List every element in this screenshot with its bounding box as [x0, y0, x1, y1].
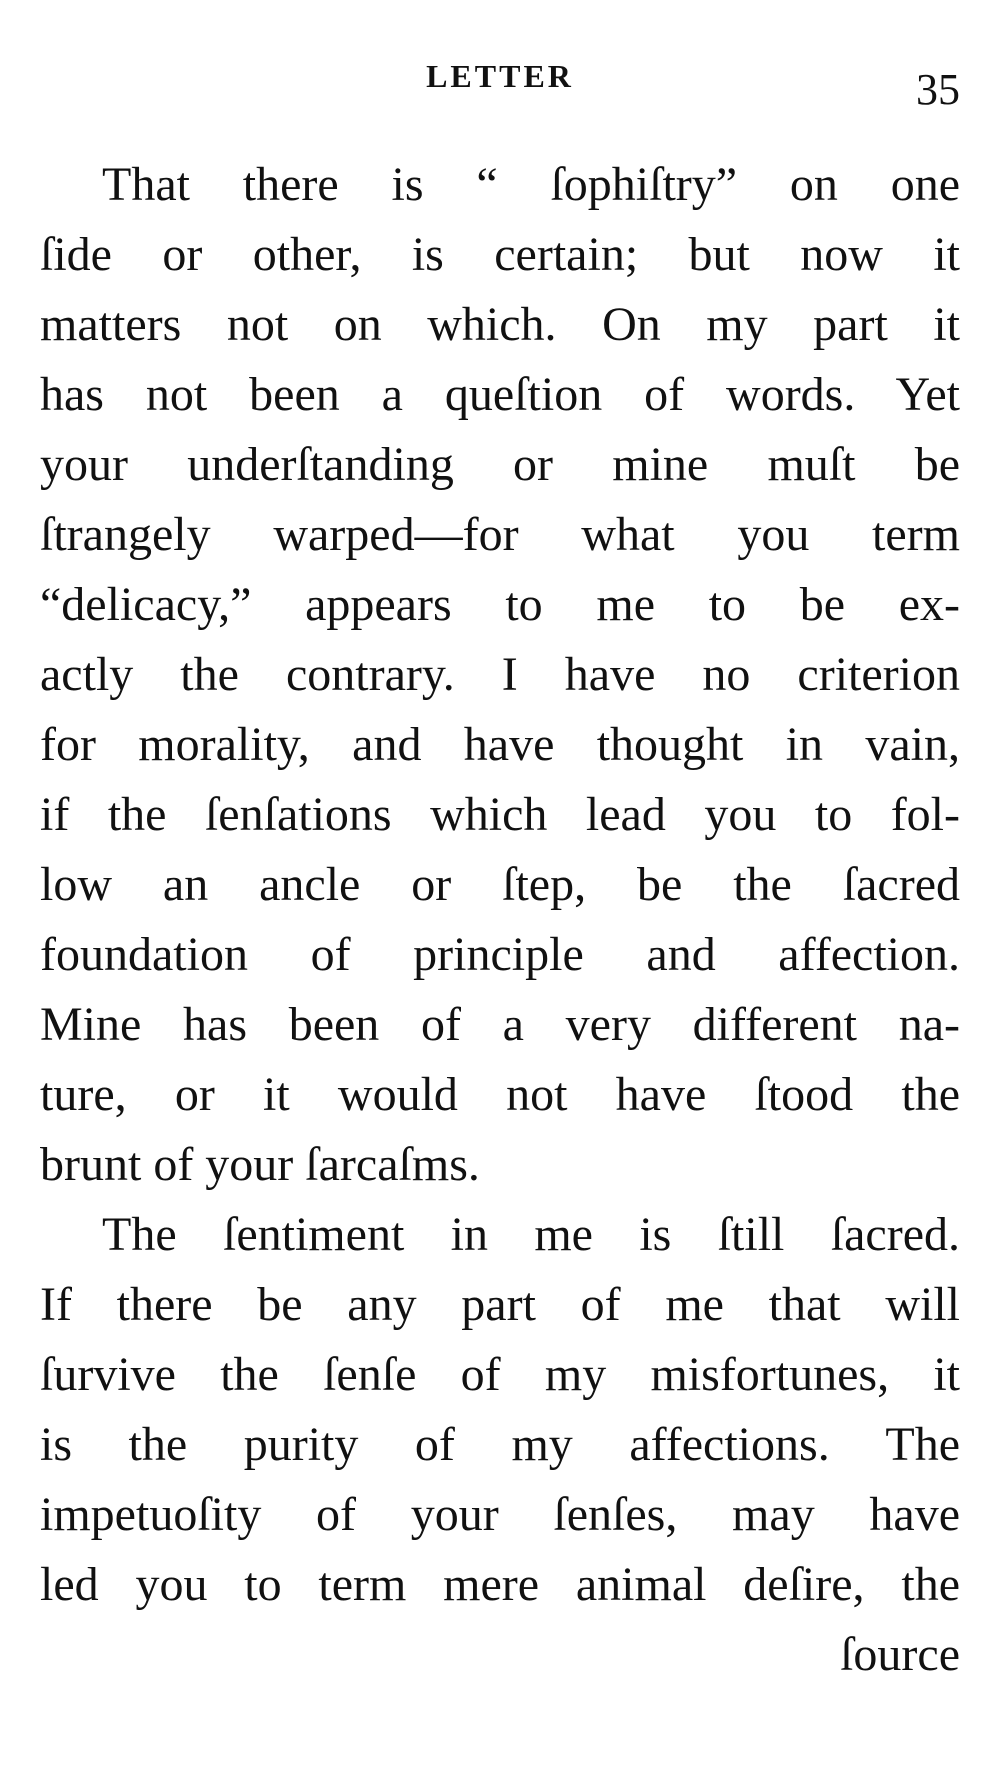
text-line: ſtrangely warped—for what you term [40, 508, 960, 561]
text-line: matters not on which. On my part it [40, 298, 960, 351]
page-number: 35 [916, 65, 960, 114]
text-line: has not been a queſtion of words. Yet [40, 368, 960, 421]
text-line: brunt of your ſarcaſms. [40, 1138, 480, 1191]
text-line: ſide or other, is certain; but now it [40, 228, 960, 281]
paragraph-2 [40, 1200, 960, 1620]
text-line: for morality, and have thought in vain, [40, 718, 960, 771]
text-line: actly the contrary. I have no criterion [40, 648, 960, 701]
text-line: That there is “ ſophiſtry” on one [102, 158, 960, 211]
text-line: ſurvive the ſenſe of my misfortunes, it [40, 1348, 960, 1401]
text-line: low an ancle or ſtep, be the ſacred [40, 858, 960, 911]
text-line: “delicacy,” appears to me to be ex- [40, 578, 960, 631]
text-line: If there be any part of me that will [40, 1278, 960, 1331]
body-text [40, 150, 960, 1690]
text-line: led you to term mere animal deſire, the [40, 1558, 960, 1611]
text-line: impetuoſity of your ſenſes, may have [40, 1488, 960, 1541]
text-line: if the ſenſations which lead you to fol- [40, 788, 960, 841]
text-line: Mine has been of a very different na- [40, 998, 960, 1051]
page-header [40, 58, 960, 118]
running-head: LETTER [426, 58, 574, 94]
text-line: is the purity of my affections. The [40, 1418, 960, 1471]
text-line: The ſentiment in me is ſtill ſacred. [102, 1208, 960, 1261]
text-line: your underſtanding or mine muſt be [40, 438, 960, 491]
paragraph-1 [40, 150, 960, 1200]
catchword: ſource [840, 1628, 960, 1681]
text-line: foundation of principle and affection. [40, 928, 960, 981]
text-line: ture, or it would not have ſtood the [40, 1068, 960, 1121]
